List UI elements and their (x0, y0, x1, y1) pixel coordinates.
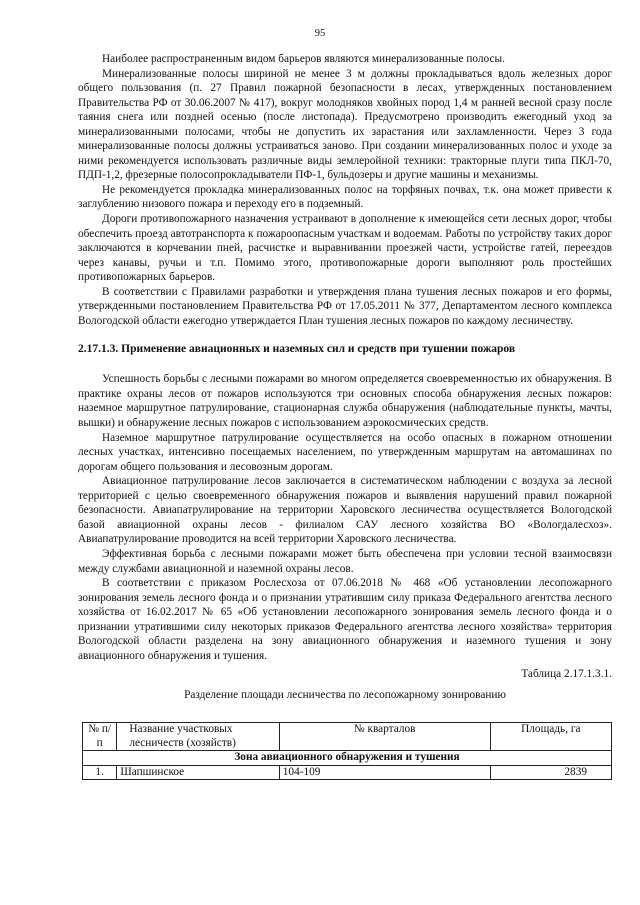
header-num: № п/п (83, 723, 117, 751)
cell-quarters: 104-109 (279, 765, 490, 780)
paragraph: Минерализованные полосы шириной не менее 3 м должны прокладываться вдоль железных дорог общего пользования (п. 27 Правил пожарной безопасности в лесах, утвержденных постановлением Правительства РФ от 30.06.2007 № 417), вокруг молодняков хвойных пород 1,4 м ранней весной сразу после таяния снега или поздней осенью (после листопада). Предусмотрено производить ежегодный уход за минерализованными полосами, чтобы не допустить их зарастания или захламленности. Через 3 года минерализованные полосы должны устраиваться заново. При создании минерализованных полос и уходе за ними рекомендуется использовать различные виды землеройной техники: тракторные плуги типа ПКЛ-70, ПДП-1,2, фрезерные полосопрокладыватели ПФ-1, бульдозеры и другие машины и механизмы. (78, 67, 612, 182)
header-quarters: № кварталов (279, 723, 490, 751)
cell-name: Шапшинское (117, 765, 279, 780)
header-name: Название участковых лесничеств (хозяйств) (117, 723, 279, 751)
paragraph: Дороги противопожарного назначения устраивают в дополнение к имеющейся сети лесных дорог, чтобы обеспечить проезд автотранспорта к пожароопасным участкам и водоемам. Работы по устройству таких дорог заключаются в корчевании пней, расчистке и выравнивании проезжей части, устройстве гатей, переездов через канавы, ручьи и т.п. Помимо этого, противопожарные дороги выполняют роль простейших противопожарных барьеров. (78, 213, 612, 284)
section-heading: 2.17.1.3. Применение авиационных и наземных сил и средств при тушении пожаров (78, 343, 516, 356)
zone-row (83, 751, 612, 766)
cell-num: 1. (83, 765, 117, 780)
cell-area: 2839 (490, 765, 611, 780)
table-row (83, 765, 612, 780)
document-body (78, 52, 612, 780)
page-number: 95 (314, 28, 326, 39)
paragraph: В соответствии с приказом Рослесхоза от 07.06.2018 № 468 «Об установлении лесопожарного зонирования земель лесного фонда и о признании утратившим силу приказа Федерального агентства лесного хозяйства от 16.02.2017 № 65 «Об установлении лесопожарного зонирования земель лесного фонда и о признании утратившими силу некоторых приказов Федерального агентства лесного хозяйства» территория Вологодской области разделена на зону авиационного обнаружения и наземного тушения и зону авиационного обнаружения и тушения. (78, 577, 612, 662)
table-header-row (83, 723, 612, 751)
table-caption: Таблица 2.17.1.3.1. (521, 668, 612, 681)
zone-label: Зона авиационного обнаружения и тушения (83, 751, 612, 766)
paragraph: В соответствии с Правилами разработки и утверждения плана тушения лесных пожаров и его формы, утвержденными постановлением Правительства РФ от 17.05.2011 № 377, Департаментом лесного комплекса Вологодской области ежегодно утверждается План тушения лесных пожаров по каждому лесничеству. (78, 285, 612, 327)
paragraph: Успешность борьбы с лесными пожарами во многом определяется своевременностью их обнаружения. В практике охраны лесов от пожаров используются три основных способа обнаружения лесных пожаров: наземное маршрутное патрулирование, стационарная служба обнаружения (наблюдательные пункты, мачты, вышки) и обнаружение лесных пожаров с использованием аэрокосмических средств. (78, 373, 612, 430)
paragraph: Наземное маршрутное патрулирование осуществляется на особо опасных в пожарном отношении лесных участках, интенсивно посещаемых населением, по утвержденным маршрутам на автомашинах по дорогам общего пользования и лесовозным дорогам. (78, 431, 612, 473)
paragraph: Наиболее распространенным видом барьеров являются минерализованные полосы. (102, 53, 505, 65)
table-title: Разделение площади лесничества по лесопожарному зонированию (184, 688, 506, 701)
paragraph: Эффективная борьба с лесными пожарами может быть обеспечена при условии тесной взаимосвязи между службами авиационной и наземной охраны лесов. (78, 547, 612, 575)
header-area: Площадь, га (490, 723, 611, 751)
paragraph: Не рекомендуется прокладка минерализованных полос на торфяных почвах, т.к. она может привести к заглублению низового пожара и переходу его в подземный. (78, 183, 612, 211)
paragraph: Авиационное патрулирование лесов заключается в систематическом наблюдении с воздуха за лесной территорией с целью своевременного обнаружения пожаров и выявления нарушений правил пожарной безопасности. Авиапатрулирование на территории Харовского лесничества осуществляется Вологодской базой авиационной охраны лесов - филиалом САУ лесного хозяйства ВО «Вологдалесхоз». Авиапатрулирование проводится на всей территории Харовского лесничества. (78, 475, 612, 546)
zoning-table (82, 722, 612, 780)
